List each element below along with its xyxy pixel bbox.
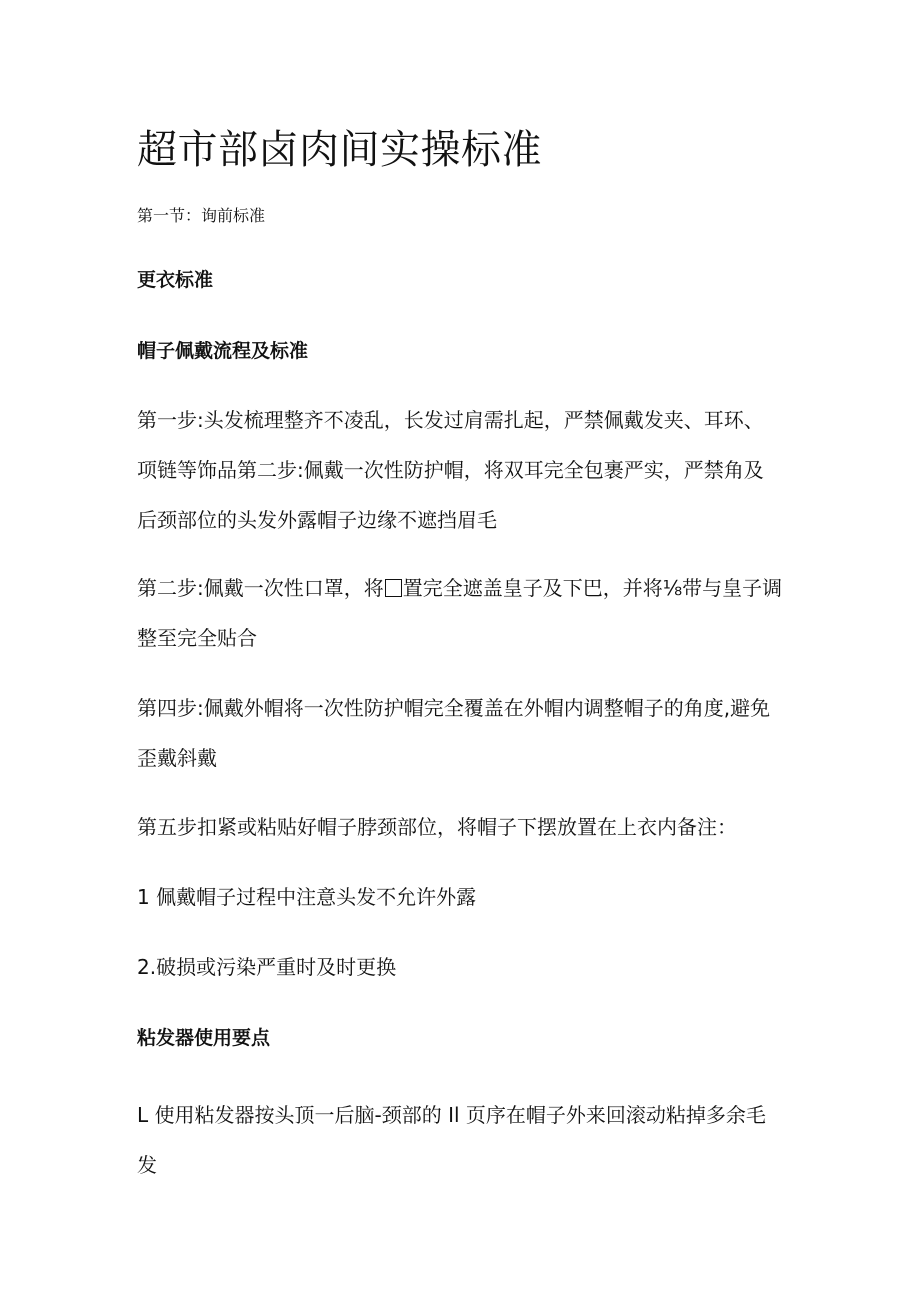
paragraph-step-2: [137, 563, 792, 663]
step-2-line-1-part-b: 置完全遮盖皇子及下巴，并将⅛带与皇子调: [402, 576, 783, 600]
heading-hat-procedure: 帽子佩戴流程及标准: [137, 340, 309, 362]
document-title: 超市部卤肉间实操标准: [137, 127, 542, 173]
step-5-line: 第五步扣紧或粘贴好帽子脖颈部位，将帽子下摆放置在上衣内备注：: [137, 815, 737, 839]
step-1-line-1: 第一步:头发梳理整齐不凌乱，长发过肩需扎起，严禁佩戴发夹、耳环、: [137, 408, 764, 432]
step-2-line-1: [137, 563, 792, 613]
step-4-line-1: 第四步:佩戴外帽将一次性防护帽完全覆盖在外帽内调整帽子的角度,避免: [137, 696, 771, 720]
step-1-line-3: 后颈部位的头发外露帽子边缘不遮挡眉毛: [137, 508, 497, 532]
step-4-line-2: 歪戴斜戴: [137, 746, 217, 770]
step-2-line-2: 整至完全贴合: [137, 626, 257, 650]
missing-glyph-box-icon: [385, 579, 402, 597]
section-heading: 第一节：询前标准: [137, 206, 266, 225]
paragraph-step-4: [137, 683, 792, 783]
heading-dress-standard: 更衣标准: [137, 269, 214, 291]
note-2: [137, 942, 792, 992]
paragraph-step-1: [137, 395, 792, 545]
step-2-line-1-part-a: 第二步:佩戴一次性口罩，将: [137, 576, 384, 600]
note-2-text: 2.破损或污染严重时及时更换: [137, 955, 397, 979]
note-1: [137, 872, 792, 922]
paragraph-lint-roller: [137, 1090, 792, 1190]
roller-line-1: L 使用粘发器按头顶一后脑-颈部的 Il 页序在帽子外来回滚动粘掉多余毛: [137, 1103, 766, 1127]
note-1-text: 1 佩戴帽子过程中注意头发不允许外露: [137, 885, 477, 909]
paragraph-step-5: [137, 802, 792, 852]
heading-lint-roller: 粘发器使用要点: [137, 1027, 271, 1049]
roller-line-2: 发: [137, 1153, 157, 1177]
step-1-line-2: 项链等饰品第二步:佩戴一次性防护帽，将双耳完全包裹严实，严禁角及: [137, 458, 764, 482]
